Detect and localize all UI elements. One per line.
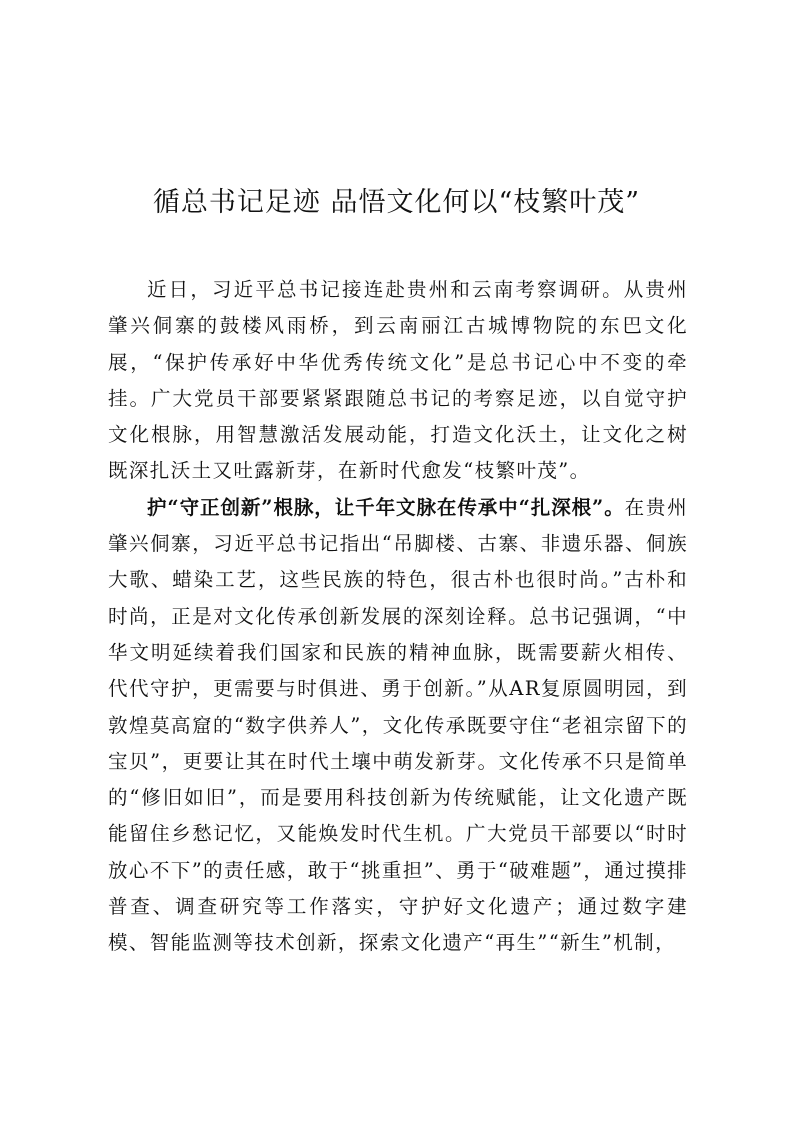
paragraph-text: 近日，习近平总书记接连赴贵州和云南考察调研。从贵州肇兴侗寨的鼓楼风雨桥，到云南丽江古城博物院的东巴文化展，“保护传承好中华优秀传统文化”是总书记心中不变的牵挂。广大党员干部要紧紧跟随总书记的考察足迹，以自觉守护文化根脉，用智慧激活发展动能，打造文化沃土，让文化之树既深扎沃土又吐露新芽，在新时代愈发“枝繁叶茂”。 <box>108 278 688 483</box>
paragraph-text: 在贵州肇兴侗寨，习近平总书记指出“吊脚楼、古寨、非遗乐器、侗族大歌、蜡染工艺，这些民族的特色，很古朴也很时尚。”古朴和时尚，正是对文化传承创新发展的深刻诠释。总书记强调，“中华文明延续着我们国家和民族的精神血脉，既需要薪火相传、代代守护，更需要与时俱进、勇于创新。”从AR复原圆明园，到敦煌莫高窟的“数字供养人”，文化传承既要守住“老祖宗留下的宝贝”，更要让其在时代土壤中萌发新芽。文化传承不只是简单的“修旧如旧”，而是要用科技创新为传统赋能，让文化遗产既能留住乡愁记忆，又能焕发时代生机。广大党员干部要以“时时放心不下”的责任感，敢于“挑重担”、勇于“破难题”，通过摸排普查、调查研究等工作落实，守护好文化遗产；通过数字建模、智能监测等技术创新，探索文化遗产“再生”“新生”机制， <box>108 495 689 955</box>
document-body <box>108 272 688 962</box>
document-title: 循总书记足迹 品悟文化何以“枝繁叶茂” <box>152 187 641 218</box>
paragraph-section-1 <box>108 490 688 962</box>
paragraph-intro <box>108 272 688 490</box>
paragraph-lead: 护“守正创新”根脉，让千年文脉在传承中“扎深根”。 <box>147 495 625 519</box>
